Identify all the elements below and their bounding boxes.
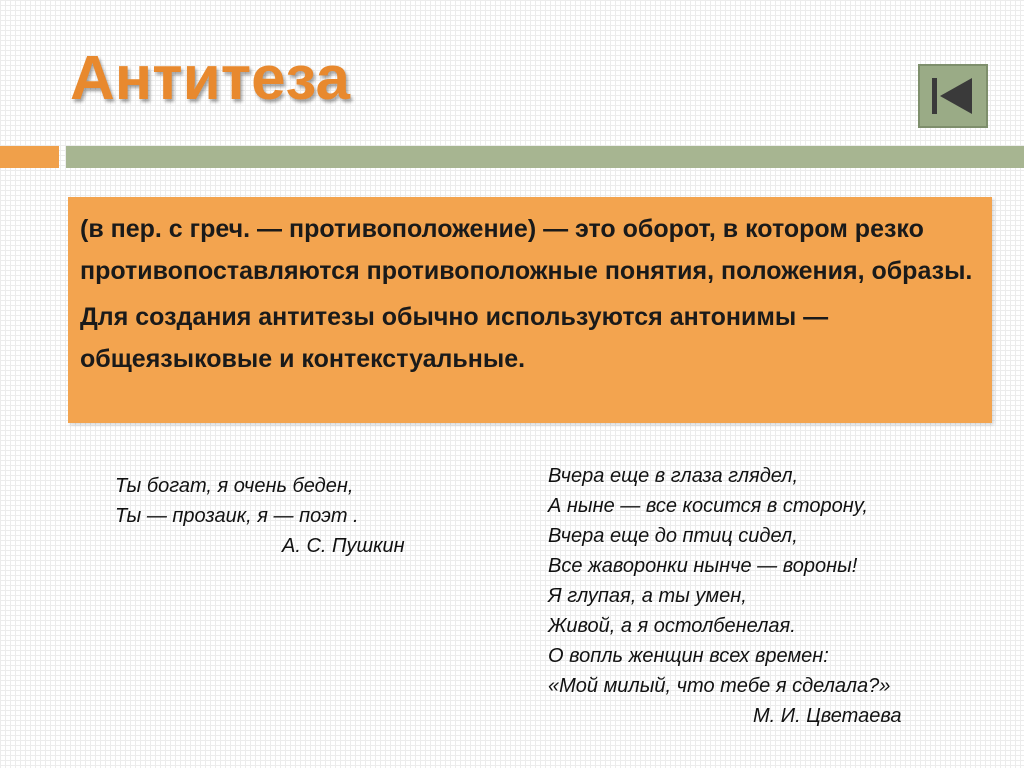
poem-line: А ныне — все косится в сторону, [548, 495, 868, 517]
poem-tsvetaeva [548, 461, 901, 731]
poem-line: «Мой милый, что тебе я сделала?» [548, 675, 891, 697]
poem-line: Ты — прозаик, я — поэт . [115, 505, 359, 527]
accent-bar-green [66, 146, 1024, 168]
antonyms-paragraph: Для создания антитезы обычно используются антонимы — общеязыковые и контекстуальные. [80, 303, 829, 373]
poem-line: Вчера еще в глаза глядел, [548, 465, 799, 487]
definition-paragraph: (в пер. с греч. — противоположение) — это оборот, в котором резко противопоставляются противоположные понятия, положения, образы. [80, 215, 973, 285]
slide-title: Антитеза [70, 44, 351, 113]
back-to-start-icon [920, 66, 986, 126]
accent-bar-orange [0, 146, 59, 168]
definition-box [68, 197, 992, 423]
poem-line: Живой, а я остолбенелая. [548, 615, 796, 637]
poem-pushkin [115, 471, 405, 561]
poem-line: Вчера еще до птиц сидел, [548, 525, 798, 547]
poem-line: Ты богат, я очень беден, [115, 475, 354, 497]
poem-line: Все жаворонки нынче — вороны! [548, 555, 858, 577]
poem-author: А. С. Пушкин [282, 535, 405, 557]
poem-line: О вопль женщин всех времен: [548, 645, 829, 667]
back-to-start-button[interactable] [918, 64, 988, 128]
poem-author: М. И. Цветаева [753, 705, 902, 727]
poem-line: Я глупая, а ты умен, [548, 585, 747, 607]
